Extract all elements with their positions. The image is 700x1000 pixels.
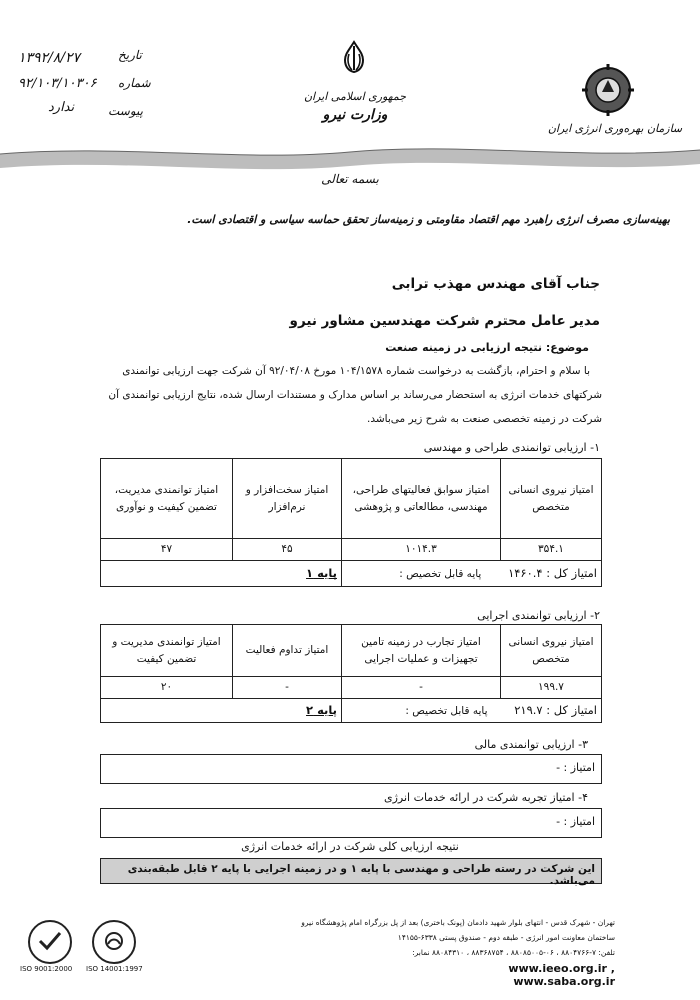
attachment-label: پیوست <box>108 104 143 118</box>
iso-cert-icon <box>37 928 63 954</box>
section2-header-cell: امتیاز تداوم فعالیت <box>233 625 342 677</box>
section2-total <box>342 698 602 722</box>
section1-total <box>342 561 602 587</box>
section4-title: ۴- امتیاز تجربه شرکت در ارائه خدمات انرژی <box>383 791 588 804</box>
section1-value-cell: ۴۷ <box>101 539 233 561</box>
section1-header-cell: امتیاز توانمندی مدیریت، تضمین کیفیت و نوآوری <box>101 459 233 539</box>
organization-logo-icon <box>580 62 636 118</box>
overall-result: این شرکت در رسته طراحی و مهندسی با پایه ۱ و در زمینه اجرایی با پایه ۲ قابل طبقه‌بندی می‌باشد. <box>127 863 595 887</box>
section3-score: امتیاز : - <box>556 761 595 774</box>
section1-value-cell: ۳۵۴.۱ <box>501 539 602 561</box>
overall-result-box <box>100 858 602 887</box>
section2-header-cell: امتیاز نیروی انسانی متخصص <box>501 625 602 677</box>
ministry-title: وزارت نیرو <box>322 107 388 123</box>
body-line-3: شرکت در زمینه تخصصی صنعت به شرح زیر می‌باشد. <box>367 413 602 425</box>
section1-value-cell: ۱۰۱۴.۳ <box>342 539 501 561</box>
section3-score-box <box>100 754 602 784</box>
section2-value-cell: - <box>342 677 501 699</box>
section1-title: ۱- ارزیابی توانمندی طراحی و مهندسی <box>423 441 600 454</box>
section2-title: ۲- ارزیابی توانمندی اجرایی <box>477 609 600 622</box>
footer-address-2: ساختمان معاونت امور انرژی - طبقه دوم - صندوق پستی ۶۳۳۸-۱۴۱۵۵ <box>397 933 615 942</box>
section1-header-cell: امتیاز نیروی انسانی متخصص <box>501 459 602 539</box>
body-line-2: شرکتهای خدمات انرژی به استحضار می‌رساند بر اساس مدارک و مستندات ارسال شده، نتایج ارزیابی توانمندی آن <box>108 389 602 401</box>
body-line-1: با سلام و احترام، بازگشت به درخواست شماره ۱۰۴/۱۵۷۸ مورخ ۹۲/۰۴/۰۸ آن شرکت جهت ارزیابی توانمندی <box>122 365 590 377</box>
section2-table <box>100 624 602 723</box>
footer-urls[interactable]: www.ieeo.org.ir , www.saba.org.ir <box>508 962 615 988</box>
date-value: ۱۳۹۲/۸/۲۷ <box>18 50 81 66</box>
section1-table <box>100 458 602 587</box>
section2-value-cell: ۱۹۹.۷ <box>501 677 602 699</box>
section1-grade-cell <box>101 561 342 587</box>
slogan: بهینه‌سازی مصرف انرژی راهبرد مهم اقتصاد مقاومتی و زمینه‌ساز تحقق حماسه سیاسی و اقتصادی است. <box>187 213 670 226</box>
section1-header-cell: امتیاز سخت‌افزار و نرم‌افزار <box>233 459 342 539</box>
iso-cert-2-label: ISO 14001:1997 <box>86 965 143 973</box>
attachment-value: ندارد <box>48 100 75 115</box>
number-label: شماره <box>118 76 151 90</box>
section2-value-cell: - <box>233 677 342 699</box>
section2-grade-label: پایه قابل تخصیص : <box>405 704 488 717</box>
national-emblem-icon <box>339 40 369 74</box>
bismillah: بسمه تعالی <box>321 172 379 186</box>
section1-grade-label: پایه قابل تخصیص : <box>399 568 482 581</box>
recipient-title: مدیر عامل محترم شرکت مهندسین مشاور نیرو <box>289 313 600 329</box>
recipient-name: جناب آقای مهندس مهذب ترابی <box>391 276 600 292</box>
republic-title: جمهوری اسلامی ایران <box>303 90 407 103</box>
organization-name: سازمان بهره‌وری انرژی ایران <box>547 122 683 135</box>
subject: موضوع: نتیجه ارزیابی در زمینه صنعت <box>385 341 589 354</box>
section3-title: ۳- ارزیابی توانمندی مالی <box>474 738 588 751</box>
footer-phone: تلفن: ۷-۸۸۰۴۷۶۶ ، ۰۶-۸۸۰۸۵۰۰۵ ، ۸۸۳۶۸۷۵۴ ، ۸۸۰۸۴۳۱۰ نمابر: <box>412 948 615 957</box>
section2-grade-value: پایه ۲ <box>306 702 337 717</box>
section2-total-text: امتیاز کل : ۲۱۹.۷ <box>514 702 597 717</box>
footer-address-1: تهران - شهرک قدس - انتهای بلوار شهید دادمان (پونک باختری) بعد از پل بزرگراه امام پژوهشگاه نیرو <box>301 918 615 927</box>
iso-env-icon <box>101 928 127 954</box>
section1-value-cell: ۴۵ <box>233 539 342 561</box>
overall-title: نتیجه ارزیابی کلی شرکت در ارائه خدمات انرژی <box>241 840 459 853</box>
section2-grade-cell <box>101 698 342 722</box>
section1-header-cell: امتیاز سوابق فعالیتهای طراحی، مهندسی، مطالعاتی و پژوهشی <box>342 459 501 539</box>
section1-total-text: امتیاز کل : ۱۴۶۰.۴ <box>508 566 597 581</box>
number-value: ۹۲/۱۰۳/۱۰۳۰۶ <box>18 76 97 91</box>
section2-value-cell: ۲۰ <box>101 677 233 699</box>
section2-header-cell: امتیاز توانمندی مدیریت و تضمین کیفیت <box>101 625 233 677</box>
section4-score: امتیاز : - <box>556 815 595 828</box>
section1-grade-value: پایه ۱ <box>306 566 337 581</box>
section4-score-box <box>100 808 602 838</box>
iso-cert-1-label: ISO 9001:2000 <box>20 965 73 973</box>
date-label: تاریخ <box>118 48 142 62</box>
section2-header-cell: امتیاز تجارب در زمینه تامین تجهیزات و عملیات اجرایی <box>342 625 501 677</box>
